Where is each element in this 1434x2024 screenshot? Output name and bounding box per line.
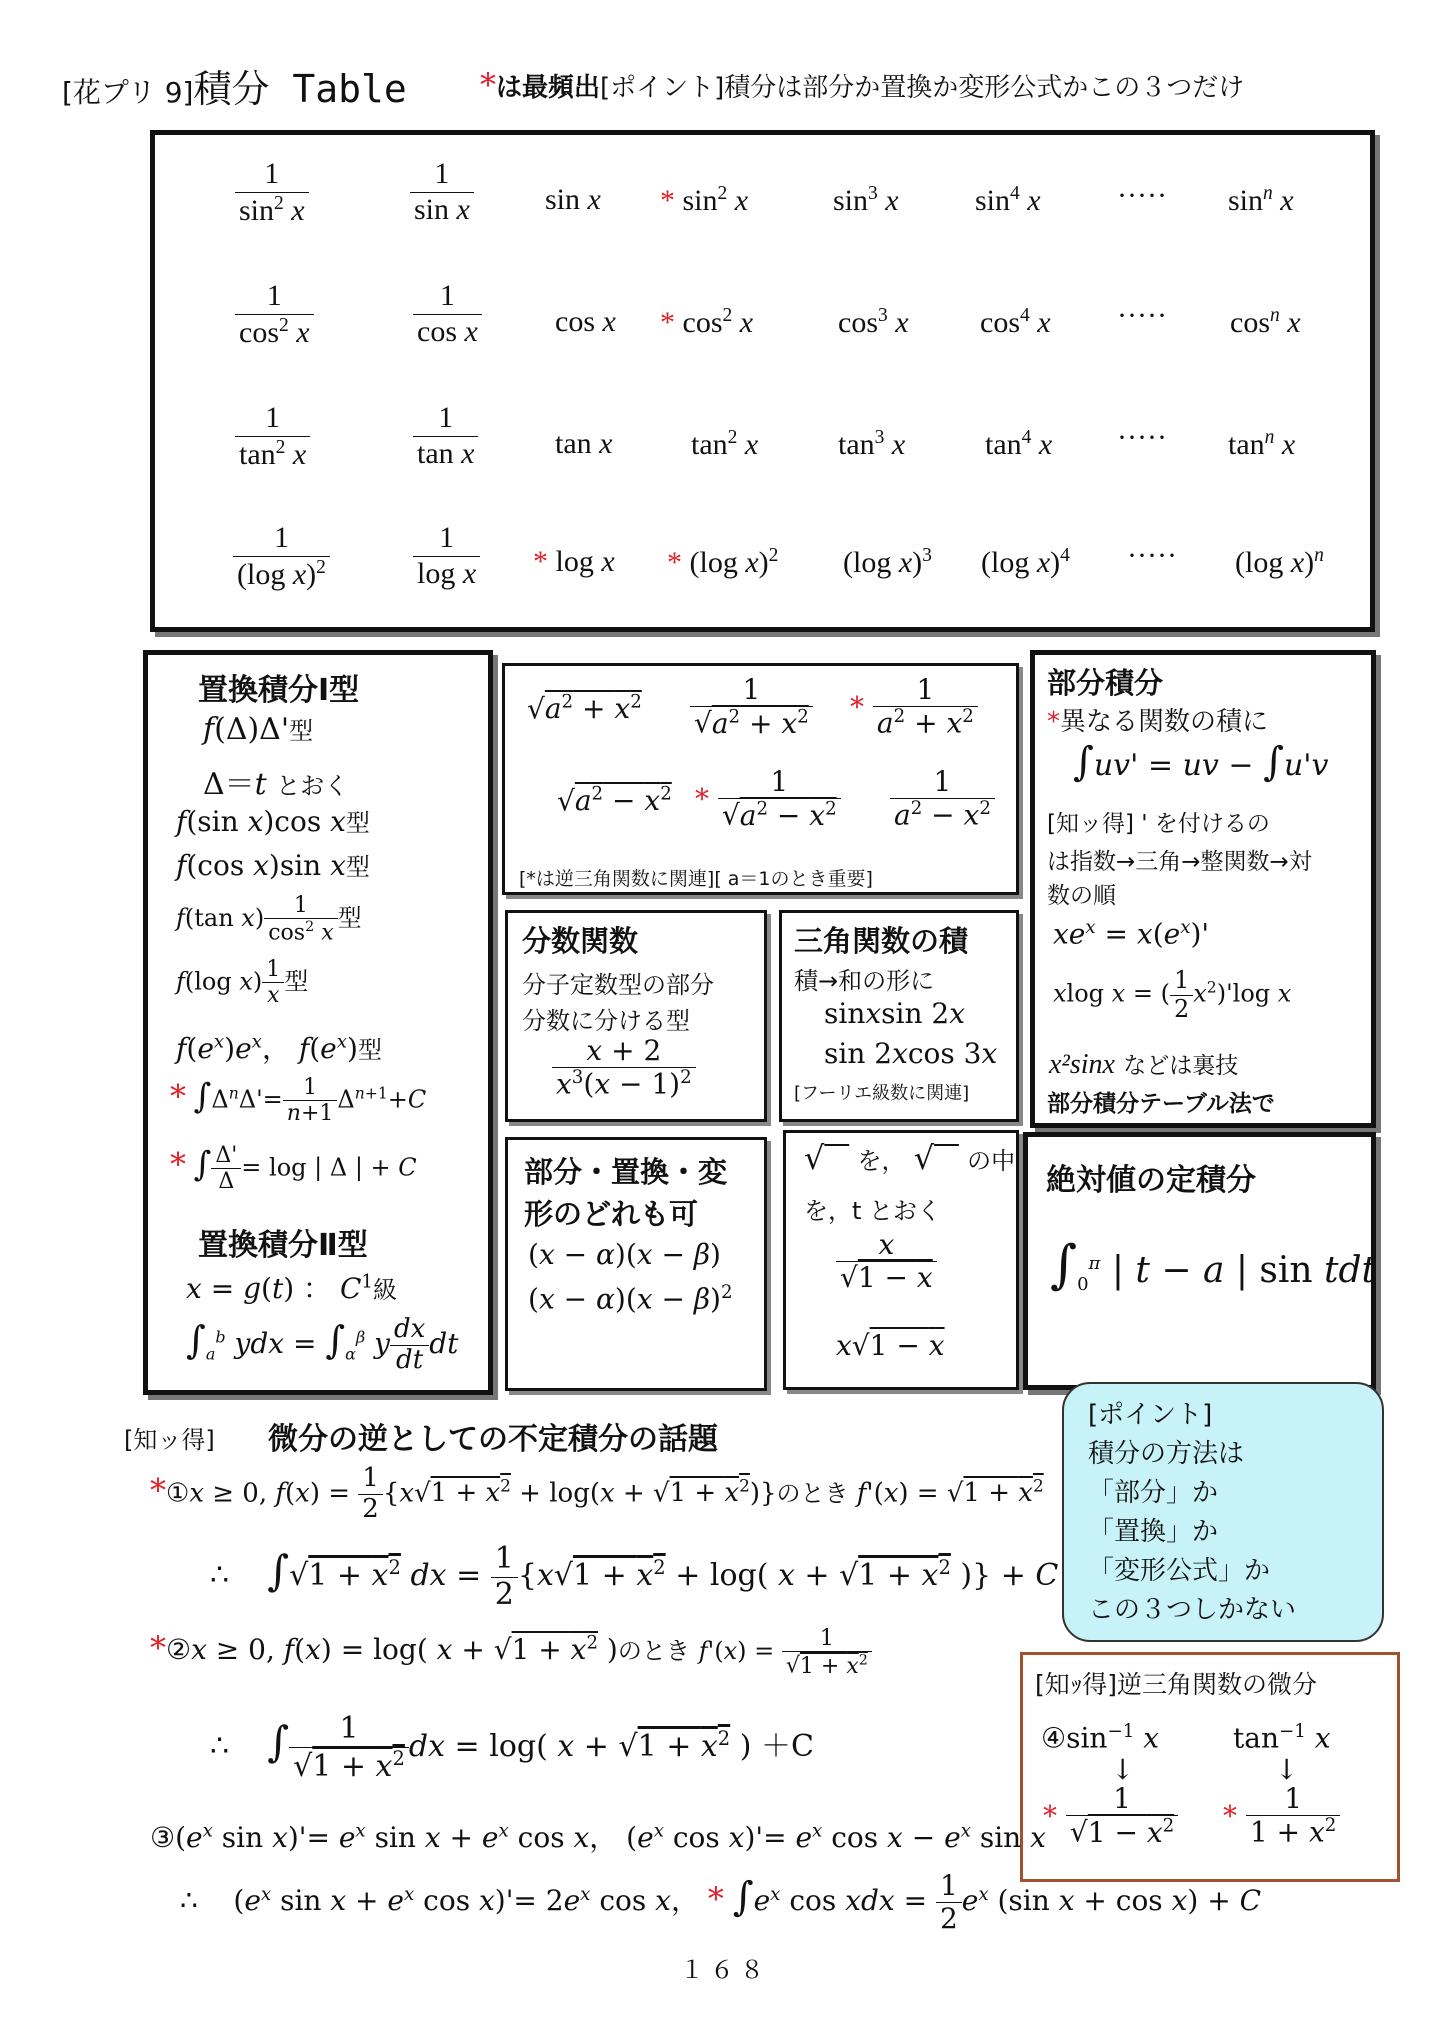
absolute-value-box — [1023, 1132, 1376, 1390]
cell-log4: (log x)$^4$ — [981, 545, 1070, 579]
sqrt-note: [*は逆三角関数に関連][ a＝1のとき重要] — [519, 868, 873, 890]
callout-l5: 「変形公式」か — [1088, 1556, 1271, 1586]
parts-ex-3: x²sinx などは裏技 — [1049, 1049, 1239, 1080]
cell-1-sin: $\frac{1}{\text{sin x}}$ — [410, 157, 474, 227]
subst1-title-2: 置換積分Ⅱ型 — [198, 1228, 368, 1263]
frac-title: 分数関数 — [522, 924, 639, 958]
cell-tann: $\tan^n x$ — [1228, 427, 1296, 461]
trig-title: 三角関数の積 — [794, 924, 969, 958]
cell-sin3: $\sin^3 x$ — [833, 183, 899, 217]
arrow-down-icon: ↓ — [1111, 1753, 1135, 1786]
callout-l3: 「部分」か — [1088, 1478, 1219, 1508]
subst1-xg: x = g(t) ： $C^1$級 — [186, 1271, 397, 1305]
any-t2: 形のどれも可 — [524, 1197, 699, 1231]
inverse-trig-dtan: * $\frac{1}{1 + x^2}$ — [1223, 1783, 1340, 1849]
inverse-trig-tan: $\tan^{-1} x$ — [1233, 1721, 1331, 1755]
inverse-trig-title: [知ｯ得]逆三角関数の微分 — [1035, 1670, 1318, 1699]
parts-formula: ∫uv' = uv − ∫u'v — [1073, 739, 1329, 785]
cell-dots: ····· — [1117, 179, 1167, 212]
subst1-item-5: $f(e^x)e^x$， $f(e^x)$型 — [176, 1031, 382, 1065]
integration-by-parts-box — [1030, 650, 1376, 1128]
subst1-formula-1: * $\int\Delta^n\Delta'=$ $\frac{1}{n+1}$ $\Delta^{n+1}+C$ — [170, 1075, 427, 1127]
cell-tan4: $\tan^4 x$ — [985, 427, 1053, 461]
sqrt-forms-box — [502, 663, 1019, 895]
parts-ex-4: 部分積分テーブル法で — [1047, 1091, 1275, 1117]
parts-star-text: *異なる関数の積に — [1047, 707, 1269, 737]
topic-2-result: ∴ ∫ $\frac{1}{√1 + x^2}$ dx = log( $x + √1 + x^2$ ) ＋C — [210, 1711, 814, 1784]
point-callout — [1062, 1382, 1384, 1642]
inv-a2-minus-x2: $\frac{1}{a^2 - x^2}$ — [890, 766, 995, 832]
inv-sqrt-a2-plus-x2: $\frac{1}{√a^2 + x^2}$ — [690, 674, 813, 740]
callout-l2: 積分の方法は — [1088, 1439, 1245, 1469]
cell-cos: cos x — [555, 305, 616, 338]
cell-logn: (log x)$^n$ — [1235, 545, 1324, 579]
cell-sin2: * $\sin^2 x$ — [660, 183, 749, 217]
frac-formula: $\frac{x + 2}{x^3(x - 1)^2}$ — [552, 1035, 696, 1101]
inv-sqrt-a2-minus-x2: * $\frac{1}{√a^2 - x^2}$ — [695, 766, 841, 832]
bottom-title: 微分の逆としての不定積分の話題 — [268, 1422, 718, 1457]
cell-1-log2: $\frac{1}{(\log x)^2}$ — [233, 521, 330, 592]
cell-1-cos2: $\frac{1}{\cos^2 x}$ — [235, 279, 314, 350]
parts-tip-3: 数の順 — [1047, 883, 1116, 909]
inv-a2-plus-x2: * $\frac{1}{a^2 + x^2}$ — [850, 674, 978, 740]
subst1-title: 置換積分Ⅰ型 — [198, 673, 360, 708]
sqrt-substitution-box — [783, 1130, 1019, 1390]
cell-log: * log x — [533, 545, 615, 578]
callout-l1: [ポイント] — [1088, 1400, 1213, 1430]
cell-tan: tan x — [555, 427, 613, 460]
header-title: 積分 Table — [193, 67, 407, 111]
sqrt-sub-line-2: を，t とおく — [804, 1197, 942, 1225]
cell-tan2: $\tan^2 x$ — [691, 427, 759, 461]
page-number: １６８ — [680, 1956, 770, 1984]
cell-dots: ····· — [1127, 539, 1177, 572]
header-prefix: [花プリ 9] — [62, 76, 194, 109]
cell-log3: (log x)$^3$ — [843, 545, 932, 579]
topic-2-statement: *②x ≥ 0, f(x) = log( $x + √1 + x^2$ )のとき f'(x) = $\frac{1}{√1 + x^2}$ — [150, 1626, 872, 1679]
trig-text: 積→和の形に — [794, 967, 935, 995]
cell-dots: ····· — [1117, 299, 1167, 332]
topic-3-result: ∴ ($e^x$ $\sin x + e^x$ $\cos x)'= 2e^x$ cos x， * $\int e^x$ cos xdx = $\frac{1}{2}$ $e^x$ (sin x + cos x) + C — [180, 1869, 1261, 1936]
any-method-box — [505, 1137, 767, 1391]
bottom-tag: [知ッ得] — [124, 1426, 215, 1454]
any-f2: $(x - \alpha)(x - \beta)^2$ — [528, 1282, 733, 1316]
parts-ex-2: xlog x = ( $\frac{1}{2}$ $x^2)'\log$ x — [1053, 966, 1292, 1023]
cell-cos3: $\cos^3 x$ — [838, 305, 909, 339]
trig-note: [フーリエ級数に関連] — [794, 1083, 970, 1104]
subst1-formula-3: $\int_a^b$ ydx = $\int_\alpha^\beta$ y $\frac{dx}{dt}$ dt — [186, 1314, 459, 1375]
topic-1-statement: *①x ≥ 0, f(x) = $\frac{1}{2}$ $\{x√1 + x^2 + \log(x + √1 + x^2)\}$のとき $f'(x) = √1 + x^2$ — [150, 1463, 1044, 1524]
cell-1-tan2: $\frac{1}{\tan^2 x}$ — [235, 401, 310, 472]
cell-dots: ····· — [1117, 421, 1167, 454]
trig-f2: sin 2xcos 3x — [824, 1037, 998, 1070]
cell-cosn: $\cos^n x$ — [1230, 305, 1301, 339]
cell-1-log: $\frac{1}{\text{log x}}$ — [413, 521, 480, 591]
parts-tip-2: は指数→三角→整関数→対 — [1047, 849, 1312, 875]
sqrt-sub-formula-1: $\frac{x}{√1 - x}$ — [836, 1229, 937, 1294]
subst1-item-4: f(log x) $\frac{1}{x}$ 型 — [176, 957, 309, 1009]
cell-1-cos: $\frac{1}{\text{cos x}}$ — [413, 279, 482, 349]
substitution-1-box — [143, 650, 493, 1395]
inverse-trig-dsin: * $\frac{1}{√1 - x^2}$ — [1043, 1783, 1178, 1849]
topic-1-result: ∴ $\int√1 + x^2$ dx = $\frac{1}{2}$ {$x√1 + x^2 + \log$( $x + √1 + x^2$ )} + C — [210, 1541, 1059, 1612]
parts-title: 部分積分 — [1047, 666, 1164, 700]
subst1-delta-t: Δ＝t とおく — [203, 767, 349, 802]
cell-sin: sin x — [545, 183, 601, 216]
trig-product-box — [779, 910, 1019, 1122]
page-header — [62, 58, 407, 113]
arrow-down-icon: ↓ — [1275, 1753, 1299, 1786]
cell-cos2: * $\cos^2 x$ — [660, 305, 754, 339]
cell-1-sin2: $\frac{1}{\sin^2 x}$ — [235, 157, 309, 228]
frac-text-1: 分子定数型の部分 — [522, 971, 714, 999]
frac-text-2: 分数に分ける型 — [522, 1007, 690, 1035]
abs-title: 絶対値の定積分 — [1046, 1163, 1256, 1198]
parts-ex-1: $xe^x = x(e^x)'$ — [1053, 917, 1210, 951]
inverse-trig-sin: $④\sin^{-1}$ x — [1041, 1721, 1159, 1755]
sqrt-a2-plus-x2: $√a^2 + x^2$ — [527, 692, 642, 726]
cell-sinn: $\sin^n x$ — [1228, 183, 1294, 217]
subst1-item-1: f(sin x)cos x型 — [176, 805, 370, 838]
sqrt-sub-line-1: √ を， √ の中 — [804, 1139, 1016, 1177]
cell-1-tan: $\frac{1}{\text{tan x}}$ — [413, 401, 478, 471]
subst1-formula-2: * ∫ $\frac{\Delta'}{\Delta}$ = log | Δ | + C — [170, 1143, 417, 1195]
parts-tip-1: [知ッ得] ' を付けるの — [1047, 811, 1270, 837]
inverse-trig-box — [1020, 1652, 1400, 1882]
callout-l6: この３つしかない — [1088, 1595, 1297, 1625]
trig-f1: sinxsin 2x — [824, 997, 966, 1030]
star-icon: * — [480, 66, 496, 104]
any-t1: 部分・置換・変 — [524, 1155, 728, 1189]
cell-tan3: $\tan^3 x$ — [838, 427, 906, 461]
callout-l4: 「置換」か — [1088, 1517, 1219, 1547]
sqrt-a2-minus-x2: $√a^2 - x^2$ — [557, 784, 672, 818]
subst1-item-2: f(cos x)sin x型 — [176, 849, 370, 882]
sqrt-sub-formula-2: x√1 − x — [836, 1329, 945, 1362]
cell-cos4: $\cos^4 x$ — [980, 305, 1051, 339]
fraction-function-box — [505, 910, 767, 1122]
header-note: *は最頻出[ポイント]積分は部分か置換か変形公式かこの３つだけ — [480, 66, 1245, 104]
subst1-fdelta: f(Δ)Δ'型 — [203, 712, 314, 747]
integral-table — [150, 130, 1375, 632]
subst1-item-3: f(tan x) $\frac{1}{\cos^2 x}$ 型 — [176, 893, 362, 946]
cell-sin4: $\sin^4 x$ — [975, 183, 1041, 217]
cell-log2: * (log x)$^2$ — [667, 545, 779, 579]
abs-formula: $\int_0^\pi$ | t − a | sin tdt — [1050, 1235, 1377, 1296]
topic-3-statement: $③(e^x$ $\sin x)'= e^x$ $\sin x + e^x$ cos x， ($e^x$ $\cos x)'= e^x$ $\cos x - e^x$ sin x — [150, 1820, 1046, 1854]
any-f1: (x − α)(x − β) — [528, 1238, 721, 1271]
